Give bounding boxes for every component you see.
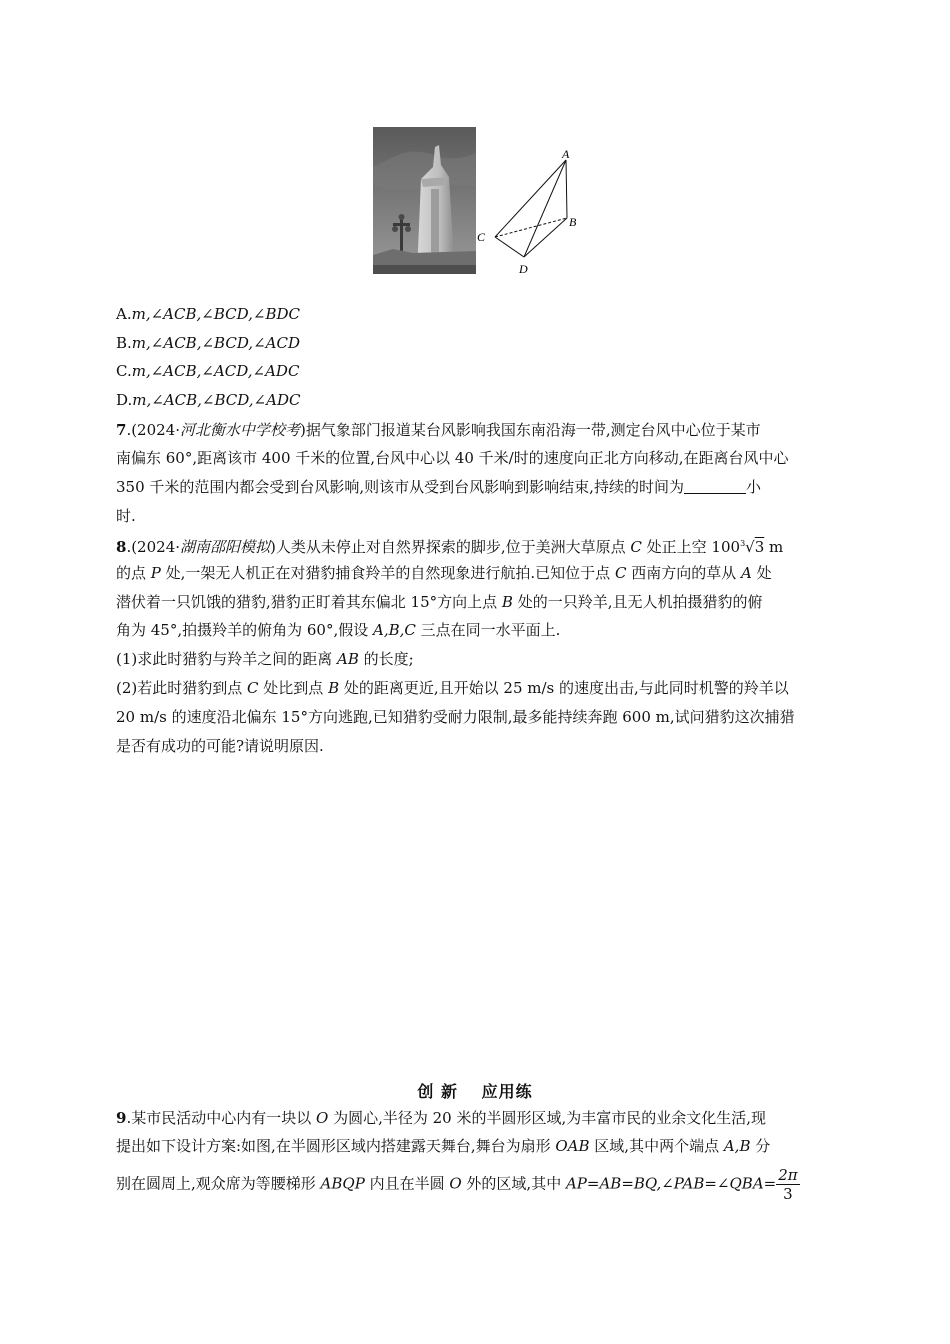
edge-CD — [495, 237, 524, 257]
q8-line-3: 潜伏着一只饥饿的猎豹,猎豹正盯着其东偏北 15°方向上点 B 处的一只羚羊,且无人机拍摄猎豹的俯 — [116, 593, 763, 611]
q8-number: 8 — [116, 538, 127, 556]
q7-line-4: 时. — [116, 507, 136, 525]
q7-line-1: 7.(2024·河北衡水中学校考)据气象部门报道某台风影响我国东南沿海一带,测定台风中心位于某市 — [116, 421, 761, 439]
answer-blank[interactable] — [684, 479, 746, 494]
q8-sub-2-line-3: 是否有成功的可能?请说明原因. — [116, 737, 324, 755]
q9-number: 9 — [116, 1109, 127, 1127]
q9-line-2: 提出如下设计方案:如图,在半圆形区域内搭建露天舞台,舞台为扇形 OAB 区域,其中两个端点 A,B 分 — [116, 1137, 771, 1155]
monument-photo — [373, 127, 476, 274]
q9-line-3: 别在圆周上,观众席为等腰梯形 ABQP 内且在半圆 O 外的区域,其中 AP=AB=BQ,∠PAB=∠QBA= $\frac{2\pi}{3}$ — [116, 1166, 798, 1203]
q8-source: 湖南邵阳模拟 — [180, 538, 271, 556]
q7-line-3: 350 千米的范围内都会受到台风影响,则该市从受到台风影响到影响结束,持续的时间为 小 — [116, 478, 761, 496]
q7-number: 7 — [116, 421, 127, 439]
option-c: C.m,∠ACB,∠ACD,∠ADC — [116, 362, 300, 380]
edge-AB — [566, 160, 567, 218]
edge-AC — [495, 160, 566, 237]
fraction-2pi-over-3: $\frac{2\pi}{3}$ — [778, 1166, 798, 1203]
q9-line-1: 9.某市民活动中心内有一块以 O 为圆心,半径为 20 米的半圆形区域,为丰富市民的业余文化生活,现 — [116, 1109, 766, 1127]
q8-sub-2-line-1: (2)若此时猎豹到点 C 处比到点 B 处的距离更近,且开始以 25 m/s 的速度出击,与此同时机警的羚羊以 — [116, 679, 789, 697]
q7-line-2: 南偏东 60°,距离该市 400 千米的位置,台风中心以 40 千米/时的速度向正北方向移动,在距离台风中心 — [116, 449, 789, 467]
label-A: A — [562, 147, 570, 161]
q8-line-1: 8.(2024·湖南邵阳模拟)人类从未停止对自然界探索的脚步,位于美洲大草原点 C 处正上空 $100^3√3$ m — [116, 538, 784, 556]
q7-source: 河北衡水中学校考 — [180, 421, 301, 439]
option-b: B.m,∠ACB,∠BCD,∠ACD — [116, 334, 300, 352]
tetrahedron-diagram — [474, 144, 584, 276]
label-C: C — [477, 230, 486, 244]
section-title: 创 新 应用练 — [417, 1082, 533, 1101]
q8-line-2: 的点 P 处,一架无人机正在对猎豹捕食羚羊的自然现象进行航拍.已知位于点 C 西南方向的草从 A 处 — [116, 564, 772, 582]
q8-sub-2-line-2: 20 m/s 的速度沿北偏东 15°方向逃跑,已知猎豹受耐力限制,最多能持续奔跑 600 m,试问猎豹这次捕猎 — [116, 708, 795, 726]
edge-AD — [524, 160, 566, 257]
q8-sub-1: (1)求此时猎豹与羚羊之间的距离 AB 的长度; — [116, 650, 414, 668]
option-a: A.m,∠ACB,∠BCD,∠BDC — [116, 305, 300, 323]
option-d: D.m,∠ACB,∠BCD,∠ADC — [116, 391, 301, 409]
cube-root: $^3$√3 — [740, 538, 765, 556]
label-D: D — [519, 262, 528, 276]
q8-line-4: 角为 45°,拍摄羚羊的俯角为 60°,假设 A,B,C 三点在同一水平面上. — [116, 621, 561, 639]
label-B: B — [569, 215, 577, 229]
